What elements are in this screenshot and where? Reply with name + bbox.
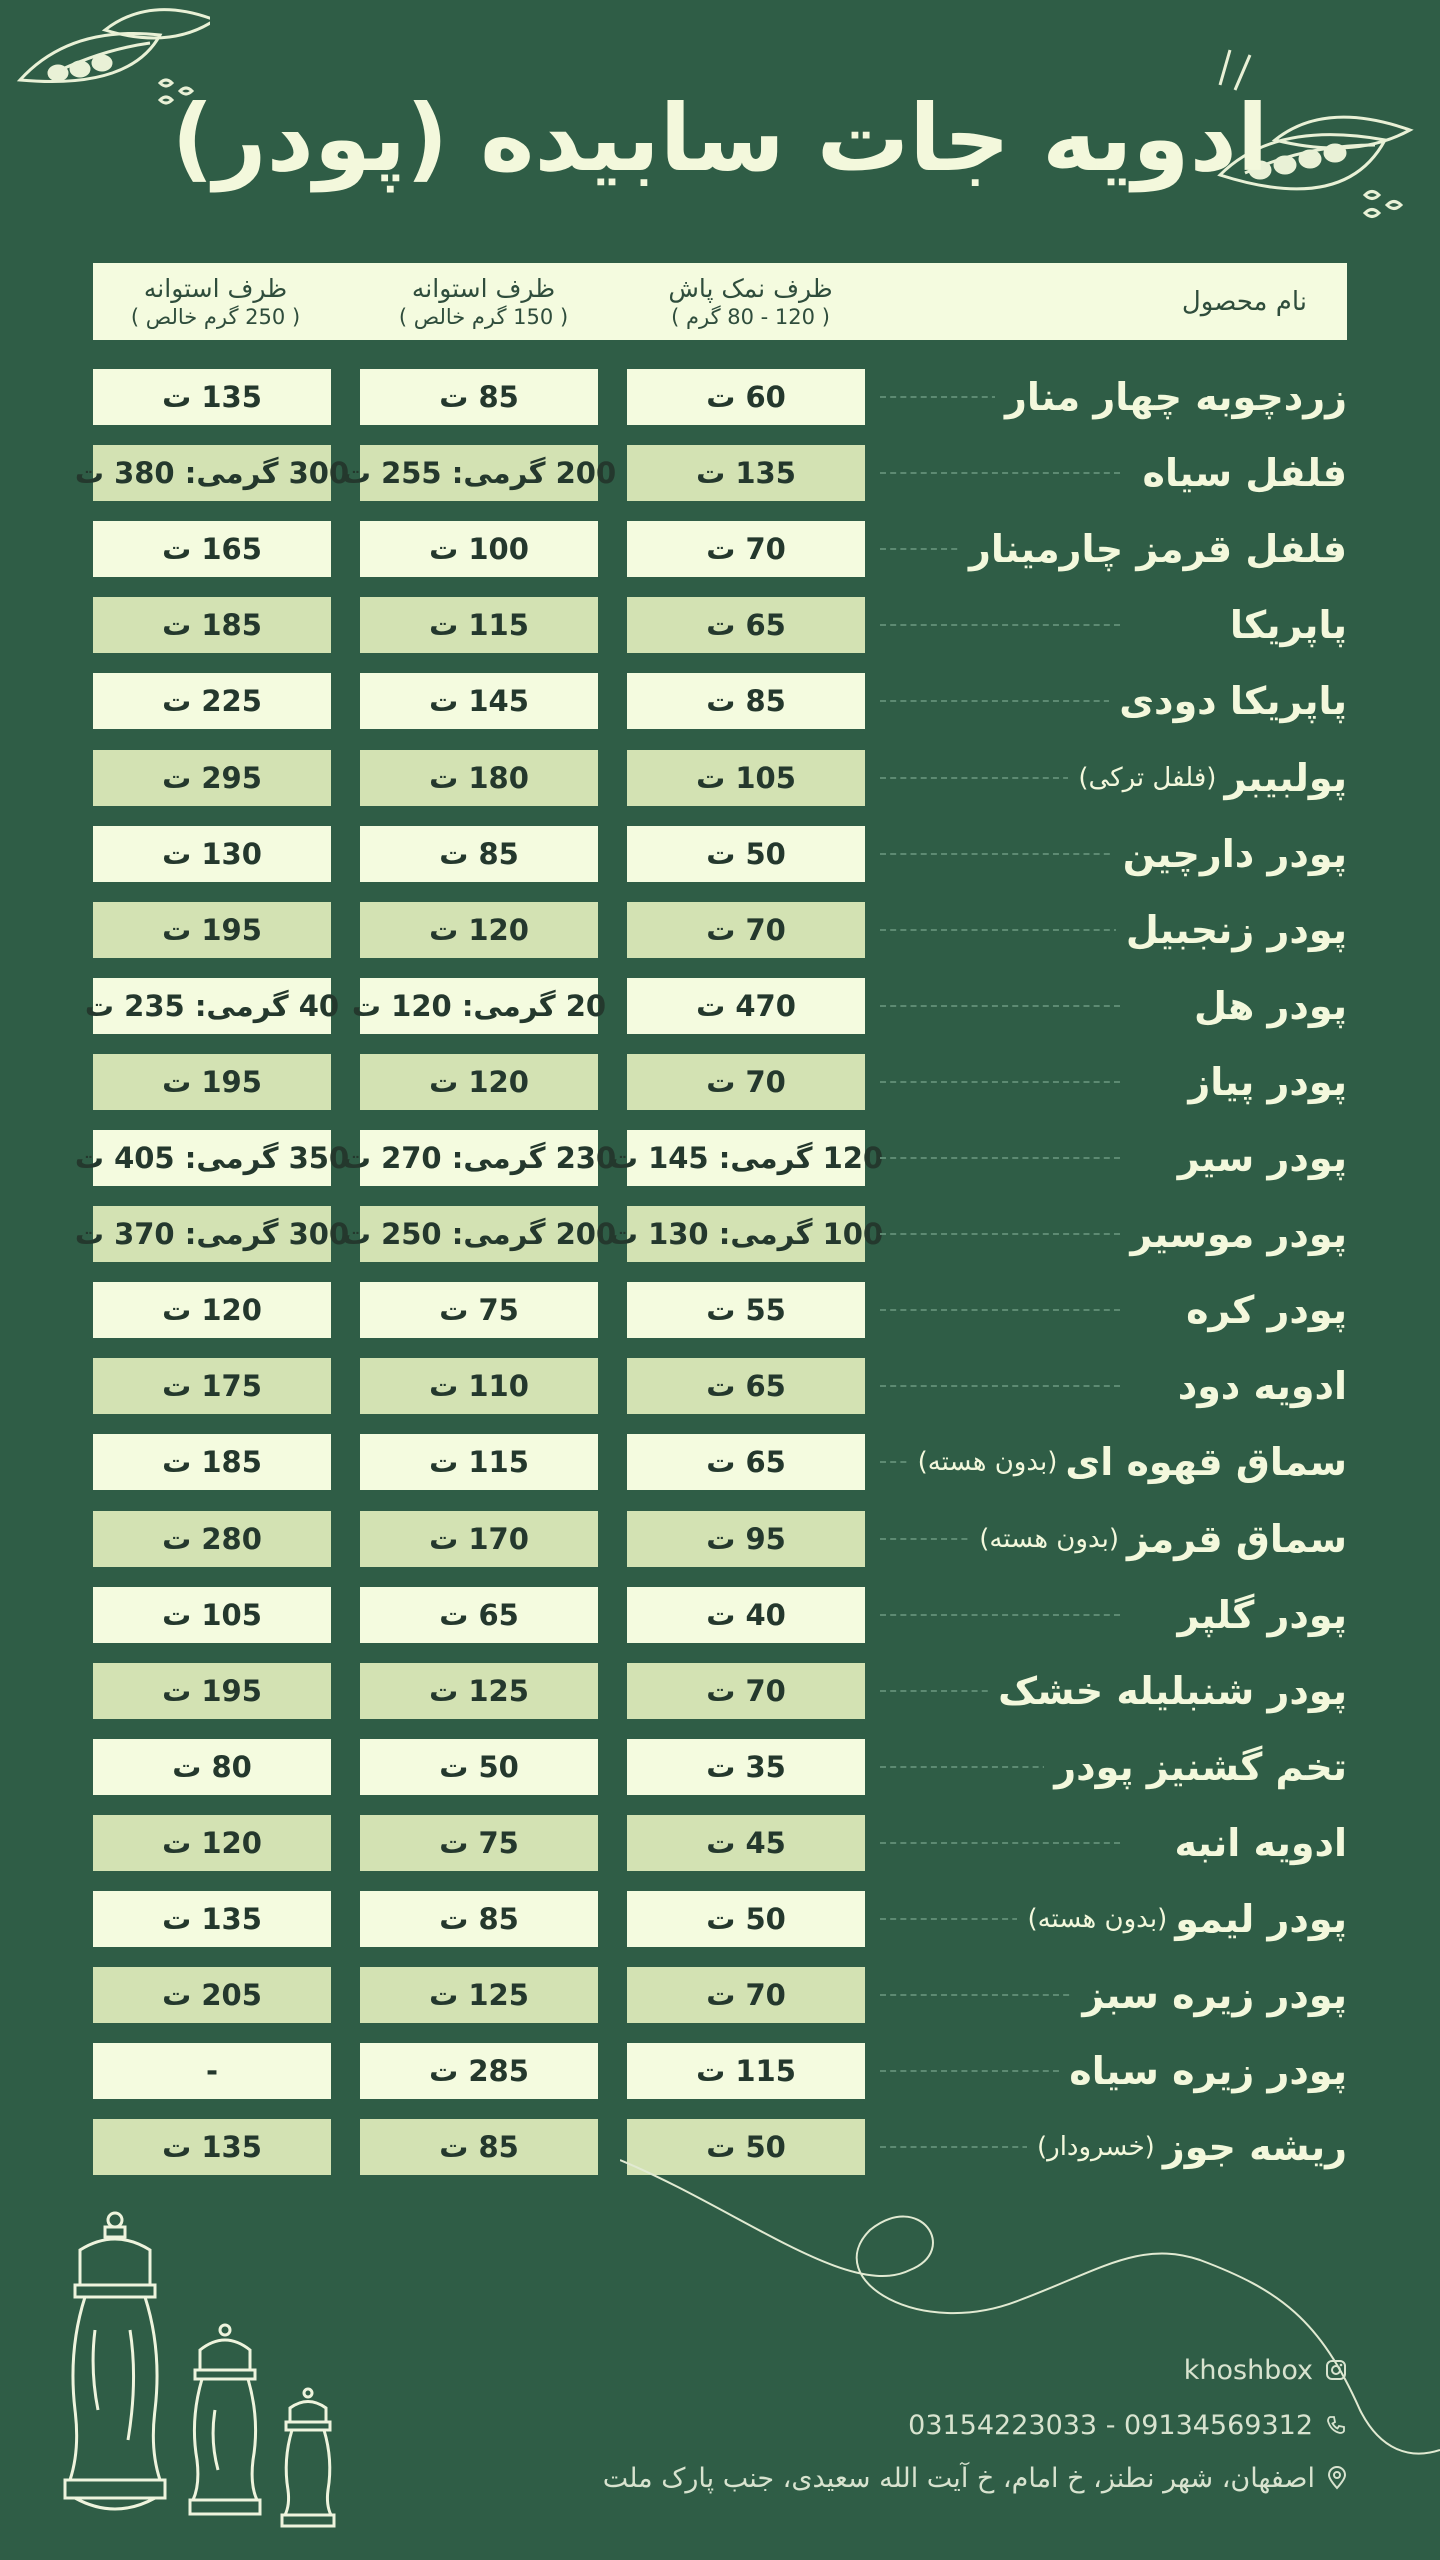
price-cylinder-150: 120 ت (360, 1054, 598, 1110)
price-cylinder-250: 120 ت (93, 1282, 331, 1338)
price-cylinder-150: 75 ت (360, 1282, 598, 1338)
product-name-text: پودر زیره سبز (1082, 1973, 1347, 2017)
price-shaker: 50 ت (627, 2119, 865, 2175)
price-shaker: 35 ت (627, 1739, 865, 1795)
header-col-shaker (628, 263, 873, 340)
product-name (1168, 1130, 1347, 1186)
price-cylinder-250: 185 ت (93, 1434, 331, 1490)
row-leader-dashes (880, 1385, 1120, 1387)
table-row (0, 1663, 1440, 1719)
price-cylinder-250: 80 ت (93, 1739, 331, 1795)
row-leader-dashes (880, 700, 1120, 702)
page-title: ادویه جات سابیده (پودر) (171, 85, 1269, 192)
table-row (0, 1282, 1440, 1338)
table-row (0, 369, 1440, 425)
price-cylinder-150: 145 ت (360, 673, 598, 729)
price-cylinder-150: 285 ت (360, 2043, 598, 2099)
product-name-text: تخم گشنیز پودر (1054, 1745, 1347, 1789)
product-name (1059, 2043, 1347, 2099)
product-name (1044, 1739, 1347, 1795)
price-shaker: 55 ت (627, 1282, 865, 1338)
price-cylinder-250: 135 ت (93, 1891, 331, 1947)
product-name (1116, 902, 1347, 958)
product-name-text: پولبیبر (1224, 756, 1347, 800)
table-row (0, 1206, 1440, 1262)
price-shaker: 70 ت (627, 1054, 865, 1110)
product-name-text: پاپریکا (1229, 603, 1347, 647)
footer-instagram[interactable] (1184, 2350, 1347, 2390)
price-cylinder-250: 105 ت (93, 1587, 331, 1643)
price-cylinder-150: 115 ت (360, 597, 598, 653)
product-note: (بدون هسته) (917, 1447, 1058, 1477)
header-col-cylinder-150 (361, 263, 606, 340)
price-shaker: 70 ت (627, 521, 865, 577)
price-shaker: 135 ت (627, 445, 865, 501)
product-name-text: پاپریکا دودی (1119, 679, 1347, 723)
product-name (995, 369, 1347, 425)
price-cylinder-150: 180 ت (360, 750, 598, 806)
footer-phones[interactable] (908, 2405, 1347, 2445)
product-name-text: پودر موسیر (1130, 1212, 1347, 1256)
table-row (0, 1891, 1440, 1947)
product-name (1220, 597, 1347, 653)
price-cylinder-150: 20 گرمی: 120 ت (360, 978, 598, 1034)
product-note: (بدون هسته) (1027, 1904, 1168, 1934)
price-cylinder-250: 280 ت (93, 1511, 331, 1567)
price-shaker: 50 ت (627, 826, 865, 882)
price-shaker: 70 ت (627, 1663, 865, 1719)
product-note: (فلفل ترکی) (1078, 763, 1217, 793)
price-cylinder-150: 110 ت (360, 1358, 598, 1414)
price-shaker: 85 ت (627, 673, 865, 729)
price-cylinder-250: 135 ت (93, 369, 331, 425)
product-name (1072, 1967, 1347, 2023)
row-leader-dashes (880, 1157, 1120, 1159)
price-cylinder-250: 300 گرمی: 380 ت (93, 445, 331, 501)
table-row (0, 1815, 1440, 1871)
product-name-text: پودر دارچین (1122, 832, 1347, 876)
row-leader-dashes (880, 853, 1120, 855)
table-row (0, 826, 1440, 882)
product-note: (خسرودار) (1037, 2132, 1155, 2162)
price-cylinder-250: 300 گرمی: 370 ت (93, 1206, 331, 1262)
table-row (0, 902, 1440, 958)
table-row (0, 1054, 1440, 1110)
instagram-icon (1325, 2359, 1347, 2381)
table-row (0, 1967, 1440, 2023)
price-cylinder-250: 185 ت (93, 597, 331, 653)
product-name-text: پودر پیاز (1188, 1060, 1347, 1104)
table-row (0, 750, 1440, 806)
product-name (1176, 1282, 1347, 1338)
price-cylinder-150: 170 ت (360, 1511, 598, 1567)
price-shaker: 100 گرمی: 130 ت (627, 1206, 865, 1262)
row-leader-dashes (880, 624, 1120, 626)
product-name-text: فلفل سیاه (1142, 451, 1347, 495)
price-cylinder-150: 100 ت (360, 521, 598, 577)
price-cylinder-150: 75 ت (360, 1815, 598, 1871)
phone-icon (1325, 2414, 1347, 2436)
product-name (1184, 978, 1347, 1034)
product-note: (بدون هسته) (979, 1524, 1119, 1554)
price-cylinder-250: 195 ت (93, 902, 331, 958)
product-name (1017, 1891, 1347, 1947)
product-name-text: پودر سیر (1177, 1136, 1347, 1180)
product-name-text: ریشه جوز (1162, 2125, 1347, 2169)
price-cylinder-150: 120 ت (360, 902, 598, 958)
price-shaker: 70 ت (627, 902, 865, 958)
footer-address (603, 2458, 1347, 2498)
header-col-cylinder-250-weight: ( 250 گرم خالص ) (130, 305, 301, 329)
header-col-cylinder-150-weight: ( 150 گرم خالص ) (398, 305, 569, 329)
price-cylinder-250: 135 ت (93, 2119, 331, 2175)
table-row (0, 1511, 1440, 1567)
table-row (0, 1130, 1440, 1186)
pepper-grinder-illustration (50, 2210, 350, 2540)
product-name-text: پودر زیره سیاه (1069, 2049, 1347, 2093)
row-leader-dashes (880, 1081, 1120, 1083)
product-name-text: فلفل قرمز چارمینار (968, 527, 1347, 571)
product-name (1109, 673, 1347, 729)
product-name-text: سماق قرمز (1126, 1517, 1347, 1561)
phone-numbers: 09134569312 - 03154223033 (908, 2409, 1313, 2441)
product-name-text: سماق قهوه ای (1065, 1440, 1347, 1484)
product-name (969, 1511, 1347, 1567)
product-name (1178, 1054, 1347, 1110)
price-cylinder-250: 40 گرمی: 235 ت (93, 978, 331, 1034)
row-leader-dashes (880, 1614, 1120, 1616)
price-cylinder-250: 225 ت (93, 673, 331, 729)
product-name-text: پودر گلپر (1177, 1593, 1347, 1637)
product-name-text: پودر هل (1194, 984, 1347, 1028)
price-cylinder-250: - (93, 2043, 331, 2099)
product-name (1133, 445, 1347, 501)
product-name (988, 1663, 1347, 1719)
price-cylinder-150: 65 ت (360, 1587, 598, 1643)
row-leader-dashes (880, 929, 1120, 931)
header-col-shaker-weight: ( 120 - 80 گرم ) (671, 305, 830, 329)
price-shaker: 105 ت (627, 750, 865, 806)
header-col-cylinder-150-title: ظرف استوانه (411, 274, 556, 303)
product-name-text: پودر شنبلیله خشک (998, 1669, 1347, 1713)
row-leader-dashes (880, 472, 1120, 474)
price-cylinder-150: 125 ت (360, 1967, 598, 2023)
table-row (0, 2043, 1440, 2099)
price-shaker: 470 ت (627, 978, 865, 1034)
price-cylinder-250: 295 ت (93, 750, 331, 806)
price-shaker: 95 ت (627, 1511, 865, 1567)
product-name (1168, 1358, 1347, 1414)
price-cylinder-250: 195 ت (93, 1054, 331, 1110)
price-cylinder-150: 200 گرمی: 250 ت (360, 1206, 598, 1262)
product-name-text: پودر کره (1186, 1288, 1347, 1332)
price-cylinder-250: 175 ت (93, 1358, 331, 1414)
table-row (0, 445, 1440, 501)
price-shaker: 70 ت (627, 1967, 865, 2023)
product-name (1068, 750, 1347, 806)
product-name-text: پودر لیمو (1175, 1897, 1347, 1941)
product-name-text: ادویه انبه (1174, 1821, 1347, 1865)
price-cylinder-150: 85 ت (360, 2119, 598, 2175)
header-col-shaker-title: ظرف نمک پاش (668, 274, 833, 303)
product-name-text: زردچوبه چهار منار (1004, 375, 1347, 419)
row-leader-dashes (880, 1309, 1120, 1311)
price-cylinder-150: 85 ت (360, 826, 598, 882)
price-cylinder-250: 120 ت (93, 1815, 331, 1871)
table-row (0, 673, 1440, 729)
product-name-text: ادویه دود (1177, 1364, 1347, 1408)
price-shaker: 40 ت (627, 1587, 865, 1643)
price-cylinder-150: 125 ت (360, 1663, 598, 1719)
table-row (0, 1434, 1440, 1490)
price-shaker: 120 گرمی: 145 ت (627, 1130, 865, 1186)
price-shaker: 50 ت (627, 1891, 865, 1947)
header-col-cylinder-250 (93, 263, 338, 340)
address-text: اصفهان، شهر نطنز، خ امام، خ آیت الله سعیدی، جنب پارک ملت (602, 2462, 1315, 2494)
table-row (0, 1358, 1440, 1414)
price-cylinder-250: 130 ت (93, 826, 331, 882)
price-cylinder-150: 85 ت (360, 369, 598, 425)
price-cylinder-150: 50 ت (360, 1739, 598, 1795)
price-shaker: 60 ت (627, 369, 865, 425)
product-name (908, 1434, 1347, 1490)
price-cylinder-250: 350 گرمی: 405 ت (93, 1130, 331, 1186)
row-leader-dashes (880, 1842, 1120, 1844)
header-col-cylinder-250-title: ظرف استوانه (143, 274, 288, 303)
price-cylinder-250: 165 ت (93, 521, 331, 577)
product-name (1120, 1206, 1347, 1262)
table-row (0, 978, 1440, 1034)
product-name (1113, 826, 1347, 882)
header-product-name: نام محصول (1181, 286, 1307, 317)
table-row (0, 1739, 1440, 1795)
price-shaker: 45 ت (627, 1815, 865, 1871)
table-row (0, 521, 1440, 577)
table-header (93, 263, 1347, 340)
location-pin-icon (1327, 2466, 1347, 2490)
price-shaker: 115 ت (627, 2043, 865, 2099)
instagram-handle: khoshbox (1183, 2354, 1313, 2386)
table-row (0, 1587, 1440, 1643)
product-name (959, 521, 1347, 577)
price-shaker: 65 ت (627, 1358, 865, 1414)
price-shaker: 65 ت (627, 597, 865, 653)
row-leader-dashes (880, 1233, 1120, 1235)
table-row (0, 597, 1440, 653)
price-shaker: 65 ت (627, 1434, 865, 1490)
product-name-text: پودر زنجبیل (1125, 908, 1347, 952)
row-leader-dashes (880, 1005, 1120, 1007)
price-cylinder-250: 205 ت (93, 1967, 331, 2023)
price-cylinder-150: 230 گرمی: 270 ت (360, 1130, 598, 1186)
price-cylinder-250: 195 ت (93, 1663, 331, 1719)
product-name (1164, 1815, 1347, 1871)
product-name (1168, 1587, 1347, 1643)
price-cylinder-150: 200 گرمی: 255 ت (360, 445, 598, 501)
price-cylinder-150: 85 ت (360, 1891, 598, 1947)
price-cylinder-150: 115 ت (360, 1434, 598, 1490)
